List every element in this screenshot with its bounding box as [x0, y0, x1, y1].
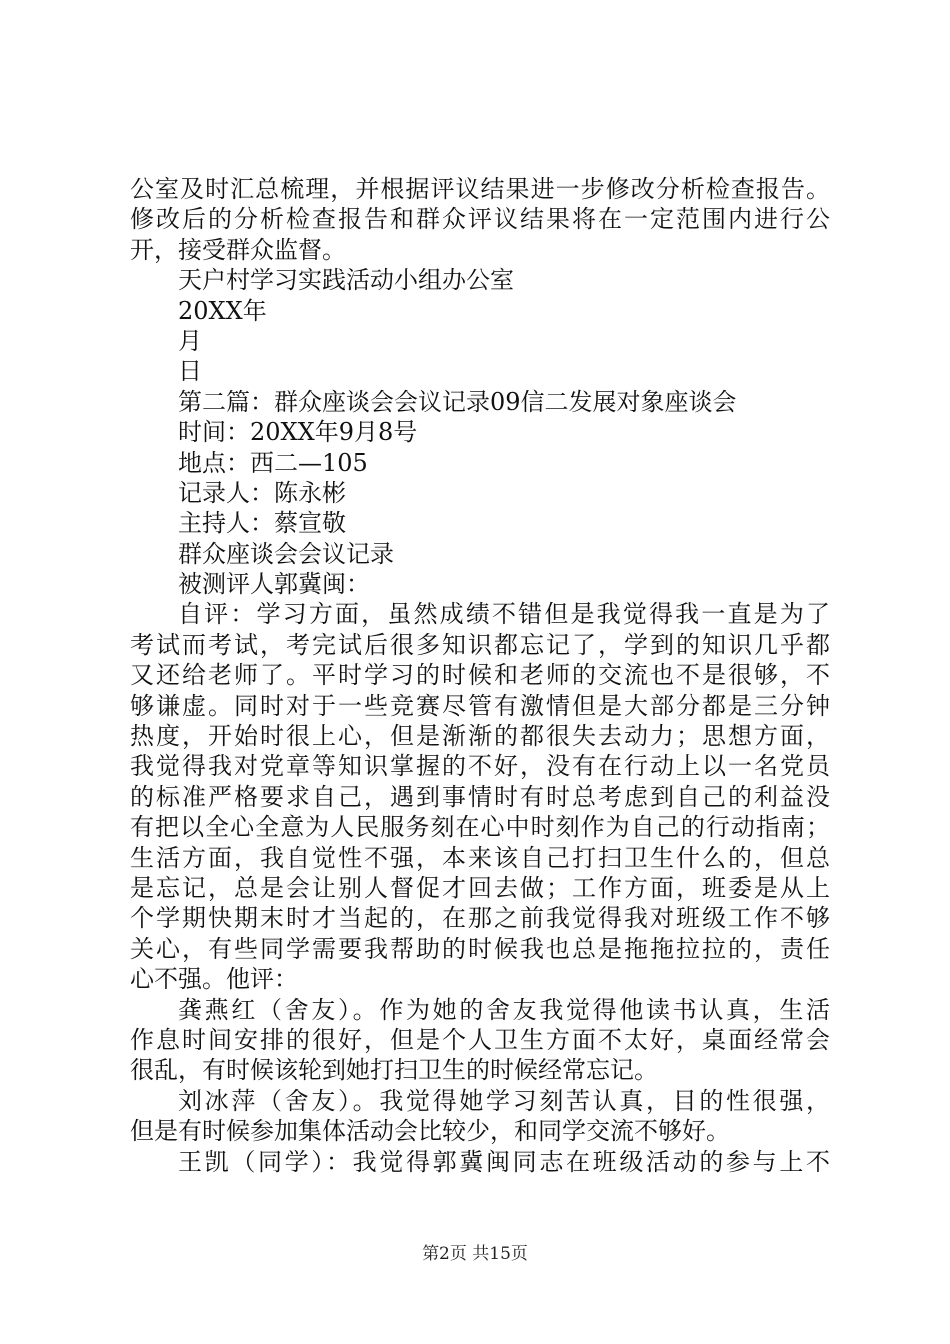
text-line: 热度，开始时很上心，但是渐渐的都很失去动力；思想方面， [130, 722, 830, 751]
text-line: 是忘记，总是会让别人督促才回去做；工作方面，班委是从上 [130, 873, 830, 902]
text-line: 关心，有些同学需要我帮助的时候我也总是拖拖拉拉的，责任 [130, 934, 830, 963]
text-line: 日 [178, 357, 202, 386]
text-line: 自评：学习方面，虽然成绩不错但是我觉得我一直是为了 [178, 600, 830, 629]
text-line: 的标准严格要求自己，遇到事情时有时总考虑到自己的利益没 [130, 782, 830, 811]
text-line: 地点：西二—105 [178, 448, 368, 477]
text-line: 有把以全心全意为人民服务刻在心中时刻作为自己的行动指南； [130, 813, 830, 842]
text-line: 又还给老师了。平时学习的时候和老师的交流也不是很够，不 [130, 661, 830, 690]
text-line: 修改后的分析检查报告和群众评议结果将在一定范围内进行公 [130, 205, 830, 234]
text-line: 天户村学习实践活动小组办公室 [178, 266, 514, 295]
text-line: 够谦虚。同时对于一些竞赛尽管有激情但是大部分都是三分钟 [130, 691, 830, 720]
text-line: 王凯（同学）：我觉得郭冀闽同志在班级活动的参与上不 [178, 1147, 830, 1176]
text-line: 主持人：蔡宣敬 [178, 509, 346, 538]
text-line: 个学期快期末时才当起的，在那之前我觉得我对班级工作不够 [130, 904, 830, 933]
text-line: 第二篇：群众座谈会会议记录09信二发展对象座谈会 [178, 387, 737, 416]
text-line: 但是有时候参加集体活动会比较少，和同学交流不够好。 [130, 1117, 730, 1146]
text-line: 心不强。他评： [130, 965, 298, 994]
text-line: 月 [178, 326, 202, 355]
text-line: 龚燕红（舍友）。作为她的舍友我觉得他读书认真，生活 [178, 995, 830, 1024]
text-line: 记录人：陈永彬 [178, 478, 346, 507]
text-line: 20XX年 [178, 296, 267, 325]
text-line: 作息时间安排的很好，但是个人卫生方面不太好，桌面经常会 [130, 1025, 830, 1054]
text-line: 群众座谈会会议记录 [178, 539, 394, 568]
text-line: 我觉得我对党章等知识掌握的不好，没有在行动上以一名党员 [130, 752, 830, 781]
text-line: 生活方面，我自觉性不强，本来该自己打扫卫生什么的，但总 [130, 843, 830, 872]
text-line: 时间：20XX年9月8号 [178, 418, 418, 447]
document-body [130, 174, 830, 1177]
page-footer: 第2页 共15页 [422, 1244, 528, 1264]
text-line: 被测评人郭冀闽： [178, 570, 370, 599]
text-line: 开，接受群众监督。 [130, 235, 346, 264]
text-line: 公室及时汇总梳理，并根据评议结果进一步修改分析检查报告。 [130, 175, 830, 203]
text-line: 考试而考试，考完试后很多知识都忘记了，学到的知识几乎都 [130, 630, 830, 659]
text-line: 刘冰萍（舍友）。我觉得她学习刻苦认真，目的性很强， [178, 1086, 830, 1115]
text-line: 很乱，有时候该轮到她打扫卫生的时候经常忘记。 [130, 1056, 658, 1085]
